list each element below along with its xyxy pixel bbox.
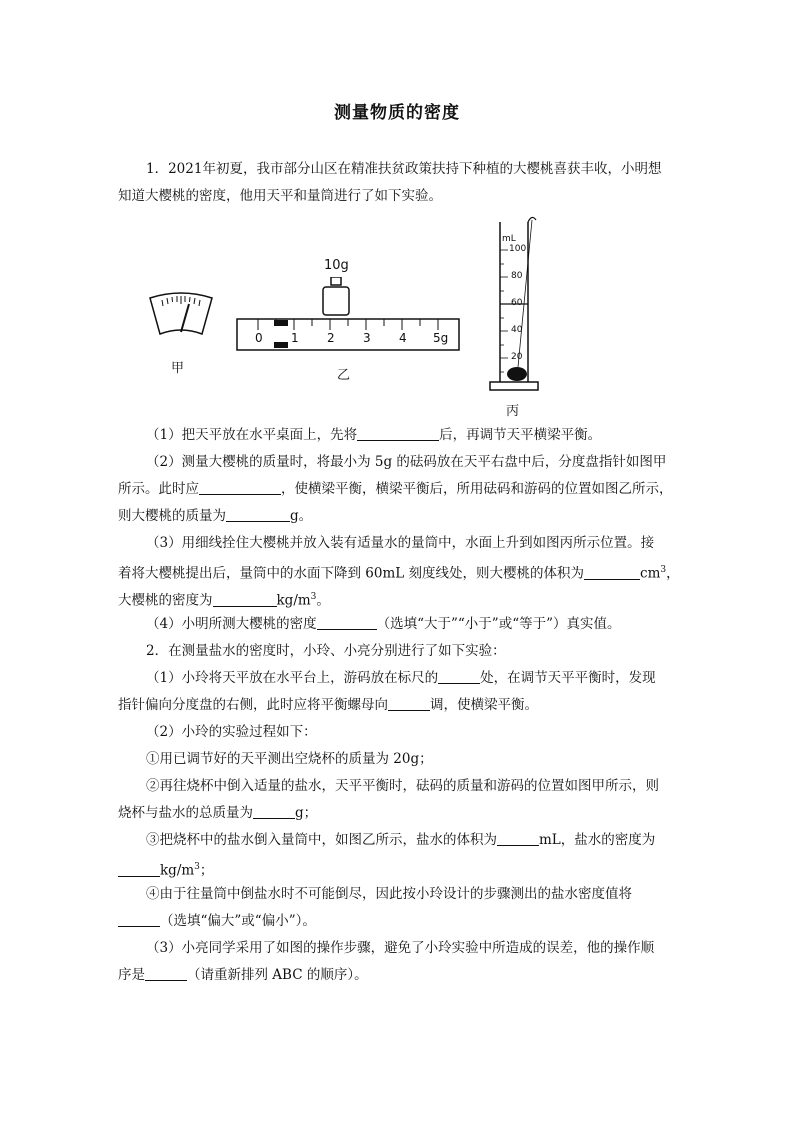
q1-part3-line3: 大樱桃的密度为 $kg/m^3$。	[118, 592, 330, 609]
cylinder-tick-100: 100	[509, 244, 527, 254]
figure-label-yi: 乙	[337, 368, 351, 383]
q2-step4-line1: ④由于往量筒中倒盐水时不可能倒尽，因此按小玲设计的步骤测出的盐水密度值将	[146, 886, 632, 902]
q2-part1-line2: 指针偏向分度盘的右侧，此时应将平衡螺母向 调，使横梁平衡。	[118, 697, 538, 713]
q1-part3-line1: （3）用细线拴住大樱桃并放入装有适量水的量筒中，水面上升到如图丙所示位置。接	[146, 535, 655, 551]
q2-step3-line1: ③把烧杯中的盐水倒入量筒中，如图乙所示，盐水的体积为 mL，盐水的密度为	[146, 832, 656, 848]
answer-blank[interactable]	[226, 507, 290, 522]
q2-step3-line2: $kg/m^3$；	[118, 854, 688, 885]
q2-step2-line1: ②再往烧杯中倒入适量的盐水，天平平衡时，砝码的质量和游码的位置如图甲所示，则	[146, 778, 659, 794]
answer-blank[interactable]	[584, 565, 640, 580]
q2-part2: （2）小玲的实验过程如下：	[146, 724, 317, 740]
page-title: 测量物质的密度	[334, 103, 460, 123]
answer-blank[interactable]	[317, 615, 377, 630]
answer-blank[interactable]	[497, 831, 539, 846]
q1-part2-line3: 则大樱桃的质量为 g。	[118, 508, 313, 524]
answer-blank[interactable]	[118, 862, 160, 877]
q1-intro-line2: 知道大樱桃的密度，他用天平和量筒进行了如下实验。	[118, 188, 442, 204]
ruler-tick-5g: 5g	[433, 331, 449, 345]
cylinder-tick-40: 40	[511, 325, 523, 335]
figure-label-bing: 丙	[506, 404, 520, 419]
q2-step1: ①用已调节好的天平测出空烧杯的质量为 20g；	[146, 751, 433, 767]
q1-part1: （1）把天平放在水平桌面上，先将 后，再调节天平横梁平衡。	[146, 427, 602, 443]
q2-part3-line1: （3）小亮同学采用了如图的操作步骤，避免了小玲实验中所造成的误差，他的操作顺	[146, 940, 655, 956]
q2-step2-line2: 烧杯与盐水的总质量为 g；	[118, 805, 318, 821]
answer-blank[interactable]	[118, 912, 160, 927]
cylinder-tick-80: 80	[511, 271, 523, 281]
cylinder-tick-20: 20	[511, 352, 523, 362]
cylinder-unit: mL	[502, 234, 516, 244]
q1-intro-line1: 1．2021年初夏，我市部分山区在精准扶贫政策扶持下种植的大樱桃喜获丰收，小明想	[146, 161, 662, 177]
cylinder-tick-60: 60	[511, 298, 523, 308]
ruler-tick-4: 4	[399, 331, 407, 345]
q1-part2-line1: （2）测量大樱桃的质量时，将最小为 5g 的砝码放在天平右盘中后，分度盘指针如图甲	[146, 454, 667, 470]
ruler-tick-1: 1	[291, 331, 299, 345]
answer-blank[interactable]	[213, 592, 277, 607]
answer-blank[interactable]	[253, 804, 295, 819]
q1-part2-line2: 所示。此时应 ，使横梁平衡，横梁平衡后，所用砝码和游码的位置如图乙所示，	[118, 481, 673, 497]
q1-part3-line2: 着将大樱桃提出后，量筒中的水面下降到 60mL 刻度线处，则大樱桃的体积为 $cm^3$，	[118, 565, 680, 582]
q1-part4: （4）小明所测大樱桃的密度 （选填“大于”“小于”或“等于”）真实值。	[146, 616, 621, 632]
answer-blank[interactable]	[357, 426, 439, 441]
q2-part1-line1: （1）小玲将天平放在水平台上，游码放在标尺的 处，在调节天平平衡时，发现	[146, 670, 656, 686]
dial-figure	[146, 290, 216, 350]
answer-blank[interactable]	[438, 669, 480, 684]
ruler-tick-0: 0	[255, 331, 263, 345]
ruler-figure	[236, 318, 460, 352]
q2-step4-line2: （选填“偏大”或“偏小”）。	[118, 908, 688, 935]
weight-icon	[318, 277, 354, 317]
answer-blank[interactable]	[388, 696, 430, 711]
weight-label: 10g	[324, 258, 349, 273]
ruler-tick-3: 3	[363, 331, 371, 345]
answer-blank[interactable]	[145, 966, 187, 981]
q2-part3-line2: 序是 （请重新排列 ABC 的顺序）。	[118, 967, 368, 983]
figure-label-jia: 甲	[171, 361, 185, 376]
answer-blank[interactable]	[199, 480, 281, 495]
ruler-tick-2: 2	[327, 331, 335, 345]
q2-intro: 2．在测量盐水的密度时，小玲、小亮分别进行了如下实验：	[146, 643, 506, 659]
